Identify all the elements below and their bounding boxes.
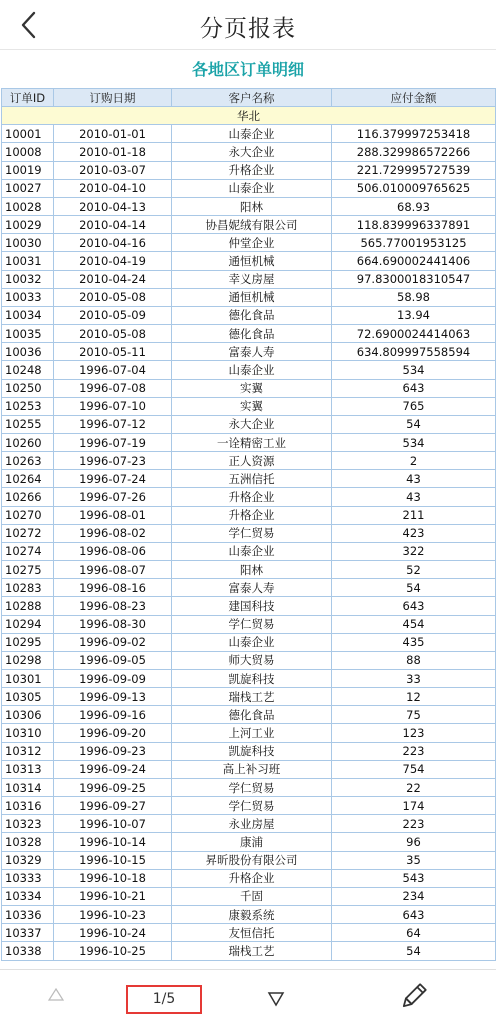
customer-name-cell: 升格企业 (172, 161, 332, 179)
order-id-cell: 10248 (2, 361, 54, 379)
amount-cell: 54 (332, 579, 496, 597)
customer-name-cell: 凯旋科技 (172, 670, 332, 688)
order-date-cell: 1996-10-24 (54, 924, 172, 942)
customer-name-cell: 瑞栈工艺 (172, 942, 332, 960)
order-date-cell: 1996-10-21 (54, 887, 172, 905)
table-row (2, 288, 496, 306)
column-header-order-id: 订单ID (2, 89, 54, 107)
customer-name-cell: 富泰人寿 (172, 343, 332, 361)
table-row (2, 615, 496, 633)
amount-cell: 643 (332, 379, 496, 397)
table-row (2, 887, 496, 905)
table-row (2, 197, 496, 215)
amount-cell: 322 (332, 542, 496, 560)
amount-cell: 52 (332, 561, 496, 579)
order-date-cell: 2010-01-18 (54, 143, 172, 161)
customer-name-cell: 山泰企业 (172, 361, 332, 379)
table-row (2, 760, 496, 778)
order-id-cell: 10316 (2, 797, 54, 815)
table-row (2, 651, 496, 669)
order-id-cell: 10337 (2, 924, 54, 942)
amount-cell: 221.729995727539 (332, 161, 496, 179)
customer-name-cell: 昇昕股份有限公司 (172, 851, 332, 869)
table-row (2, 270, 496, 288)
amount-cell: 64 (332, 924, 496, 942)
amount-cell: 643 (332, 597, 496, 615)
order-id-cell: 10314 (2, 778, 54, 796)
amount-cell: 54 (332, 942, 496, 960)
order-date-cell: 1996-08-01 (54, 506, 172, 524)
order-date-cell: 2010-04-13 (54, 197, 172, 215)
order-date-cell: 1996-09-27 (54, 797, 172, 815)
amount-cell: 454 (332, 615, 496, 633)
amount-cell: 534 (332, 433, 496, 451)
amount-cell: 43 (332, 488, 496, 506)
previous-page-button[interactable] (46, 986, 66, 1004)
amount-cell: 543 (332, 869, 496, 887)
order-date-cell: 2010-04-24 (54, 270, 172, 288)
amount-cell: 664.690002441406 (332, 252, 496, 270)
amount-cell: 33 (332, 670, 496, 688)
amount-cell: 75 (332, 706, 496, 724)
table-row (2, 379, 496, 397)
order-date-cell: 1996-10-14 (54, 833, 172, 851)
page-indicator[interactable]: 1/5 (126, 985, 202, 1014)
customer-name-cell: 通恒机械 (172, 288, 332, 306)
amount-cell: 13.94 (332, 306, 496, 324)
group-row (2, 107, 496, 125)
table-row (2, 797, 496, 815)
table-row (2, 706, 496, 724)
amount-cell: 58.98 (332, 288, 496, 306)
customer-name-cell: 实翼 (172, 397, 332, 415)
order-id-cell: 10253 (2, 397, 54, 415)
customer-name-cell: 康毅系统 (172, 906, 332, 924)
order-id-cell: 10036 (2, 343, 54, 361)
amount-cell: 435 (332, 633, 496, 651)
table-row (2, 488, 496, 506)
order-date-cell: 1996-07-24 (54, 470, 172, 488)
customer-name-cell: 千固 (172, 887, 332, 905)
order-date-cell: 1996-09-25 (54, 778, 172, 796)
order-id-cell: 10312 (2, 742, 54, 760)
order-date-cell: 1996-08-07 (54, 561, 172, 579)
customer-name-cell: 实翼 (172, 379, 332, 397)
order-id-cell: 10250 (2, 379, 54, 397)
amount-cell: 2 (332, 452, 496, 470)
customer-name-cell: 德化食品 (172, 706, 332, 724)
customer-name-cell: 学仁贸易 (172, 615, 332, 633)
amount-cell: 754 (332, 760, 496, 778)
customer-name-cell: 凯旋科技 (172, 742, 332, 760)
order-id-cell: 10266 (2, 488, 54, 506)
table-row (2, 216, 496, 234)
customer-name-cell: 师大贸易 (172, 651, 332, 669)
customer-name-cell: 永业房屋 (172, 815, 332, 833)
order-date-cell: 2010-04-19 (54, 252, 172, 270)
amount-cell: 88 (332, 651, 496, 669)
order-date-cell: 1996-10-25 (54, 942, 172, 960)
amount-cell: 96 (332, 833, 496, 851)
customer-name-cell: 协昌妮绒有限公司 (172, 216, 332, 234)
customer-name-cell: 升格企业 (172, 506, 332, 524)
column-header-customer: 客户名称 (172, 89, 332, 107)
amount-cell: 634.809997558594 (332, 343, 496, 361)
table-row (2, 161, 496, 179)
order-id-cell: 10032 (2, 270, 54, 288)
order-id-cell: 10263 (2, 452, 54, 470)
order-date-cell: 2010-01-01 (54, 125, 172, 143)
table-row (2, 234, 496, 252)
order-id-cell: 10301 (2, 670, 54, 688)
customer-name-cell: 升格企业 (172, 869, 332, 887)
order-date-cell: 1996-10-18 (54, 869, 172, 887)
order-date-cell: 1996-09-09 (54, 670, 172, 688)
order-id-cell: 10305 (2, 688, 54, 706)
order-id-cell: 10333 (2, 869, 54, 887)
edit-button[interactable] (398, 982, 428, 1012)
table-row (2, 397, 496, 415)
order-id-cell: 10313 (2, 760, 54, 778)
order-id-cell: 10260 (2, 433, 54, 451)
order-id-cell: 10034 (2, 306, 54, 324)
order-date-cell: 2010-05-08 (54, 325, 172, 343)
table-header-row (2, 89, 496, 107)
table-row (2, 597, 496, 615)
order-date-cell: 1996-07-12 (54, 415, 172, 433)
table-row (2, 724, 496, 742)
order-date-cell: 2010-04-16 (54, 234, 172, 252)
amount-cell: 72.6900024414063 (332, 325, 496, 343)
order-id-cell: 10029 (2, 216, 54, 234)
customer-name-cell: 德化食品 (172, 306, 332, 324)
amount-cell: 68.93 (332, 197, 496, 215)
table-row (2, 125, 496, 143)
table-row (2, 924, 496, 942)
customer-name-cell: 富泰人寿 (172, 579, 332, 597)
amount-cell: 643 (332, 906, 496, 924)
order-id-cell: 10274 (2, 542, 54, 560)
customer-name-cell: 五洲信托 (172, 470, 332, 488)
order-date-cell: 1996-07-10 (54, 397, 172, 415)
order-id-cell: 10323 (2, 815, 54, 833)
table-row (2, 143, 496, 161)
order-id-cell: 10027 (2, 179, 54, 197)
customer-name-cell: 正人资源 (172, 452, 332, 470)
order-id-cell: 10283 (2, 579, 54, 597)
order-id-cell: 10272 (2, 524, 54, 542)
table-row (2, 343, 496, 361)
customer-name-cell: 永大企业 (172, 143, 332, 161)
order-id-cell: 10294 (2, 615, 54, 633)
customer-name-cell: 山泰企业 (172, 633, 332, 651)
order-id-cell: 10298 (2, 651, 54, 669)
order-date-cell: 1996-07-08 (54, 379, 172, 397)
order-date-cell: 2010-05-09 (54, 306, 172, 324)
table-row (2, 415, 496, 433)
order-date-cell: 2010-05-08 (54, 288, 172, 306)
customer-name-cell: 永大企业 (172, 415, 332, 433)
order-id-cell: 10310 (2, 724, 54, 742)
customer-name-cell: 阳林 (172, 197, 332, 215)
report-title: 各地区订单明细 (191, 60, 304, 79)
table-row (2, 561, 496, 579)
table-row (2, 778, 496, 796)
order-id-cell: 10264 (2, 470, 54, 488)
amount-cell: 97.8300018310547 (332, 270, 496, 288)
table-row (2, 851, 496, 869)
customer-name-cell: 建国科技 (172, 597, 332, 615)
order-id-cell: 10030 (2, 234, 54, 252)
order-date-cell: 1996-07-04 (54, 361, 172, 379)
order-id-cell: 10288 (2, 597, 54, 615)
order-id-cell: 10008 (2, 143, 54, 161)
order-date-cell: 1996-09-23 (54, 742, 172, 760)
amount-cell: 22 (332, 778, 496, 796)
order-id-cell: 10275 (2, 561, 54, 579)
amount-cell: 288.329986572266 (332, 143, 496, 161)
column-header-amount: 应付金额 (332, 89, 496, 107)
customer-name-cell: 阳林 (172, 561, 332, 579)
amount-cell: 116.379997253418 (332, 125, 496, 143)
customer-name-cell: 山泰企业 (172, 542, 332, 560)
table-row (2, 670, 496, 688)
order-date-cell: 1996-07-23 (54, 452, 172, 470)
order-date-cell: 2010-04-10 (54, 179, 172, 197)
order-id-cell: 10031 (2, 252, 54, 270)
amount-cell: 174 (332, 797, 496, 815)
table-row (2, 688, 496, 706)
triangle-down-icon (267, 991, 285, 1007)
order-id-cell: 10336 (2, 906, 54, 924)
amount-cell: 123 (332, 724, 496, 742)
order-id-cell: 10306 (2, 706, 54, 724)
customer-name-cell: 瑞栈工艺 (172, 688, 332, 706)
table-row (2, 815, 496, 833)
amount-cell: 506.010009765625 (332, 179, 496, 197)
order-date-cell: 1996-09-05 (54, 651, 172, 669)
order-date-cell: 1996-09-20 (54, 724, 172, 742)
order-date-cell: 1996-09-24 (54, 760, 172, 778)
order-id-cell: 10295 (2, 633, 54, 651)
order-date-cell: 1996-08-16 (54, 579, 172, 597)
customer-name-cell: 上河工业 (172, 724, 332, 742)
amount-cell: 35 (332, 851, 496, 869)
customer-name-cell: 康浦 (172, 833, 332, 851)
table-row (2, 325, 496, 343)
table-row (2, 506, 496, 524)
table-row (2, 833, 496, 851)
table-row (2, 306, 496, 324)
table-row (2, 452, 496, 470)
order-id-cell: 10338 (2, 942, 54, 960)
table-row (2, 524, 496, 542)
order-date-cell: 1996-10-15 (54, 851, 172, 869)
amount-cell: 223 (332, 742, 496, 760)
next-page-button[interactable] (267, 991, 285, 1007)
table-row (2, 542, 496, 560)
customer-name-cell: 学仁贸易 (172, 524, 332, 542)
amount-cell: 423 (332, 524, 496, 542)
order-date-cell: 1996-08-06 (54, 542, 172, 560)
customer-name-cell: 友恒信托 (172, 924, 332, 942)
table-row (2, 942, 496, 960)
order-id-cell: 10033 (2, 288, 54, 306)
table-row (2, 433, 496, 451)
order-date-cell: 1996-08-23 (54, 597, 172, 615)
customer-name-cell: 高上补习班 (172, 760, 332, 778)
order-id-cell: 10019 (2, 161, 54, 179)
pencil-icon (398, 982, 428, 1012)
report-view[interactable] (0, 51, 496, 969)
table-row (2, 906, 496, 924)
order-id-cell: 10334 (2, 887, 54, 905)
order-date-cell: 1996-08-02 (54, 524, 172, 542)
amount-cell: 118.839996337891 (332, 216, 496, 234)
table-row (2, 361, 496, 379)
order-id-cell: 10328 (2, 833, 54, 851)
order-date-cell: 2010-05-11 (54, 343, 172, 361)
customer-name-cell: 德化食品 (172, 325, 332, 343)
page-title: 分页报表 (200, 16, 296, 42)
order-date-cell: 2010-03-07 (54, 161, 172, 179)
amount-cell: 234 (332, 887, 496, 905)
amount-cell: 765 (332, 397, 496, 415)
table-row (2, 252, 496, 270)
table-row (2, 579, 496, 597)
order-date-cell: 2010-04-14 (54, 216, 172, 234)
order-id-cell: 10255 (2, 415, 54, 433)
order-date-cell: 1996-09-16 (54, 706, 172, 724)
table-row (2, 470, 496, 488)
order-id-cell: 10035 (2, 325, 54, 343)
amount-cell: 211 (332, 506, 496, 524)
order-date-cell: 1996-09-13 (54, 688, 172, 706)
customer-name-cell: 学仁贸易 (172, 797, 332, 815)
order-date-cell: 1996-10-07 (54, 815, 172, 833)
order-id-cell: 10028 (2, 197, 54, 215)
orders-table (1, 88, 496, 961)
order-id-cell: 10270 (2, 506, 54, 524)
group-label: 华北 (2, 107, 496, 125)
amount-cell: 54 (332, 415, 496, 433)
table-row (2, 633, 496, 651)
order-date-cell: 1996-07-19 (54, 433, 172, 451)
order-date-cell: 1996-09-02 (54, 633, 172, 651)
column-header-order-date: 订购日期 (54, 89, 172, 107)
table-row (2, 869, 496, 887)
pagination-bar (0, 969, 496, 1017)
order-date-cell: 1996-07-26 (54, 488, 172, 506)
table-row (2, 742, 496, 760)
amount-cell: 12 (332, 688, 496, 706)
customer-name-cell: 学仁贸易 (172, 778, 332, 796)
customer-name-cell: 一诠精密工业 (172, 433, 332, 451)
app-header (0, 0, 496, 50)
customer-name-cell: 升格企业 (172, 488, 332, 506)
customer-name-cell: 幸义房屋 (172, 270, 332, 288)
triangle-up-icon (46, 986, 66, 1004)
customer-name-cell: 通恒机械 (172, 252, 332, 270)
order-id-cell: 10329 (2, 851, 54, 869)
customer-name-cell: 山泰企业 (172, 179, 332, 197)
amount-cell: 565.77001953125 (332, 234, 496, 252)
amount-cell: 223 (332, 815, 496, 833)
order-date-cell: 1996-10-23 (54, 906, 172, 924)
order-id-cell: 10001 (2, 125, 54, 143)
order-date-cell: 1996-08-30 (54, 615, 172, 633)
customer-name-cell: 山泰企业 (172, 125, 332, 143)
customer-name-cell: 仲堂企业 (172, 234, 332, 252)
amount-cell: 43 (332, 470, 496, 488)
amount-cell: 534 (332, 361, 496, 379)
table-row (2, 179, 496, 197)
